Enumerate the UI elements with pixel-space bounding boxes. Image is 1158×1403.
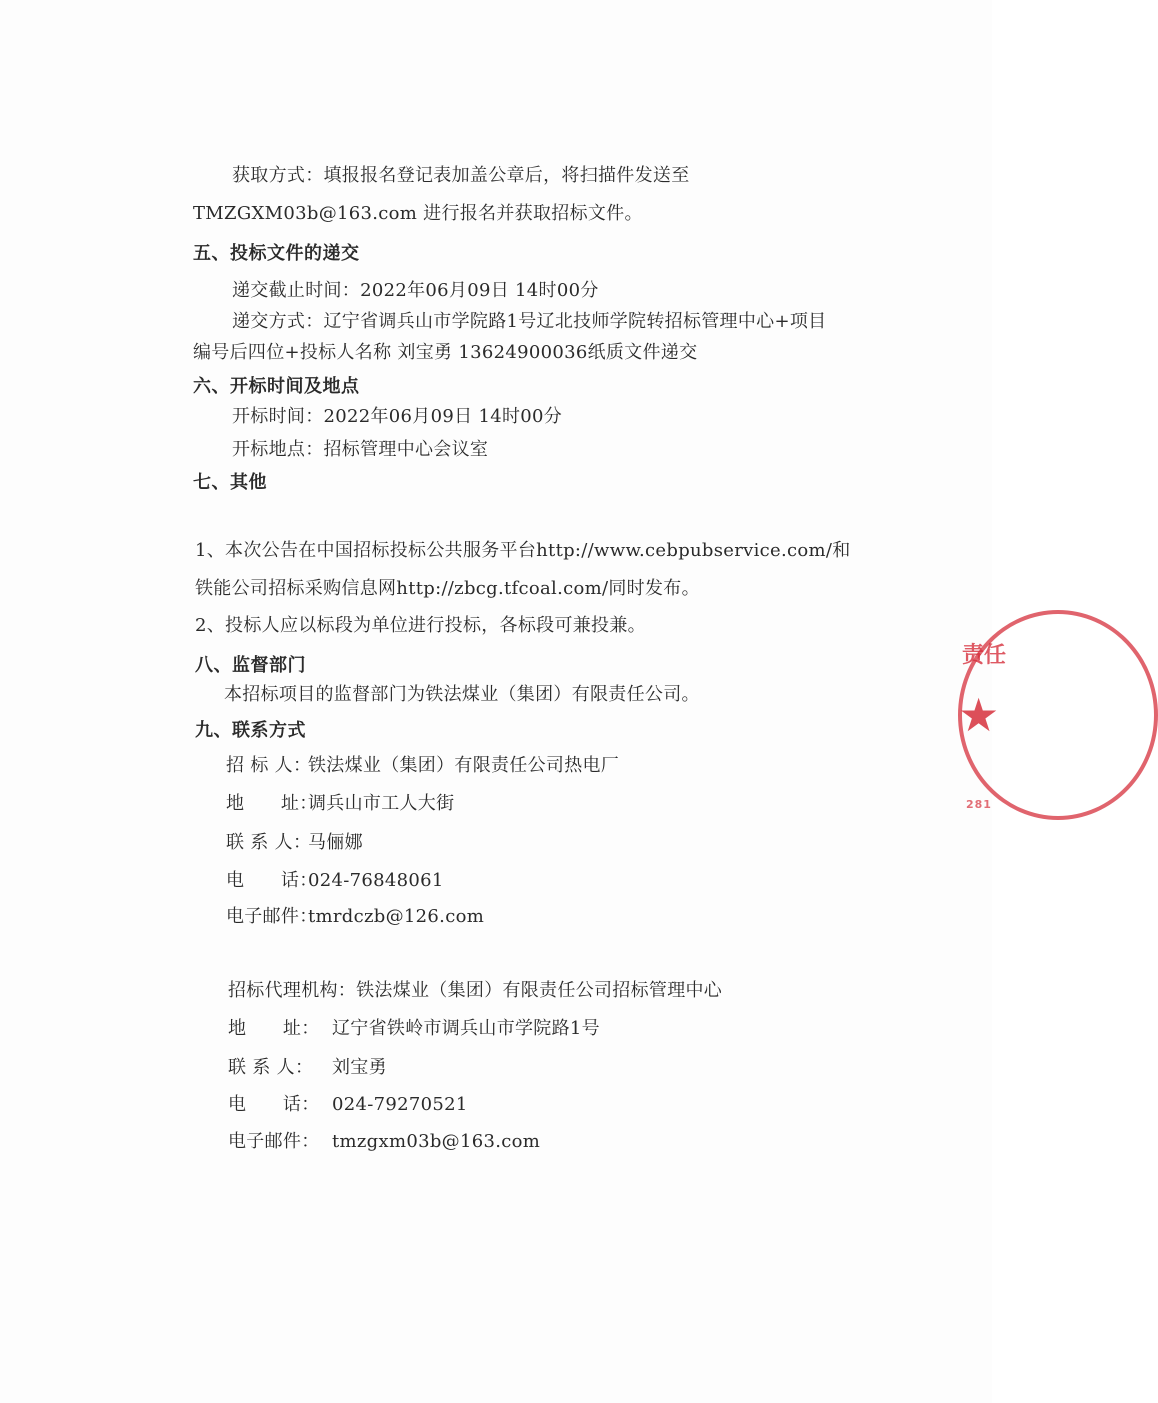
tenderer-address-value: 调兵山市工人大街 — [308, 793, 455, 814]
other-item2: 2、投标人应以标段为单位进行投标，各标段可兼投兼。 — [195, 615, 646, 636]
seal-star-icon: ★ — [958, 688, 1000, 742]
seal-number: 281 — [966, 798, 992, 811]
tenderer-address-row — [226, 792, 454, 816]
tenderer-name-value: 铁法煤业（集团）有限责任公司热电厂 — [308, 755, 620, 776]
tenderer-address-label: 地 址： — [226, 793, 318, 814]
agency-contact-value: 刘宝勇 — [332, 1057, 387, 1078]
acquire-method-line1: 获取方式：填报报名登记表加盖公章后，将扫描件发送至 — [232, 165, 690, 186]
agency-address-value: 辽宁省铁岭市调兵山市学院路1号 — [332, 1018, 600, 1039]
tenderer-contact-value: 马俪娜 — [308, 832, 363, 853]
agency-contact-row — [228, 1056, 387, 1080]
tenderer-name-row — [226, 754, 619, 778]
section9-heading: 九、联系方式 — [195, 720, 306, 741]
submission-method-line1: 递交方式：辽宁省调兵山市学院路1号辽北技师学院转招标管理中心+项目 — [232, 311, 827, 332]
acquire-method-line2: TMZGXM03b@163.com 进行报名并获取招标文件。 — [193, 203, 643, 224]
tenderer-contact-label: 联 系 人： — [226, 832, 312, 853]
other-item1-line1: 1、本次公告在中国招标投标公共服务平台http://www.cebpubservice.com/和 — [195, 540, 851, 561]
tenderer-name-label: 招 标 人： — [226, 755, 312, 776]
section7-heading: 七、其他 — [193, 472, 267, 493]
tenderer-phone-label: 电 话： — [226, 870, 318, 891]
agency-address-row — [228, 1017, 600, 1041]
agency-email-value: tmzgxm03b@163.com — [332, 1131, 541, 1152]
agency-email-label: 电子邮件： — [228, 1131, 320, 1152]
agency-phone-label: 电 话： — [228, 1094, 320, 1115]
tenderer-email-row — [226, 905, 484, 929]
supervision-text: 本招标项目的监督部门为铁法煤业（集团）有限责任公司。 — [224, 684, 700, 705]
tenderer-phone-value: 024-76848061 — [308, 870, 444, 891]
agency-address-label: 地 址： — [228, 1018, 320, 1039]
agency-phone-row — [228, 1093, 468, 1117]
agency-contact-label: 联 系 人： — [228, 1057, 314, 1078]
tenderer-email-value: tmrdczb@126.com — [308, 906, 485, 927]
tenderer-email-label: 电子邮件： — [226, 906, 318, 927]
submission-method-line2: 编号后四位+投标人名称 刘宝勇 13624900036纸质文件递交 — [193, 342, 698, 363]
agency-phone-value: 024-79270521 — [332, 1094, 468, 1115]
other-item1-line2: 铁能公司招标采购信息网http://zbcg.tfcoal.com/同时发布。 — [195, 578, 700, 599]
opening-place: 开标地点：招标管理中心会议室 — [232, 439, 489, 460]
section5-heading: 五、投标文件的递交 — [193, 243, 360, 264]
agency-name-row: 招标代理机构：铁法煤业（集团）有限责任公司招标管理中心 — [228, 980, 723, 1001]
seal-text: 责任 — [962, 643, 1007, 668]
tenderer-contact-row — [226, 831, 363, 855]
section8-heading: 八、监督部门 — [195, 655, 306, 676]
section6-heading: 六、开标时间及地点 — [193, 376, 360, 397]
official-seal — [950, 610, 1010, 830]
submission-deadline: 递交截止时间：2022年06月09日 14时00分 — [232, 280, 599, 301]
tenderer-phone-row — [226, 869, 444, 893]
opening-time: 开标时间：2022年06月09日 14时00分 — [232, 406, 563, 427]
agency-email-row — [228, 1130, 540, 1154]
